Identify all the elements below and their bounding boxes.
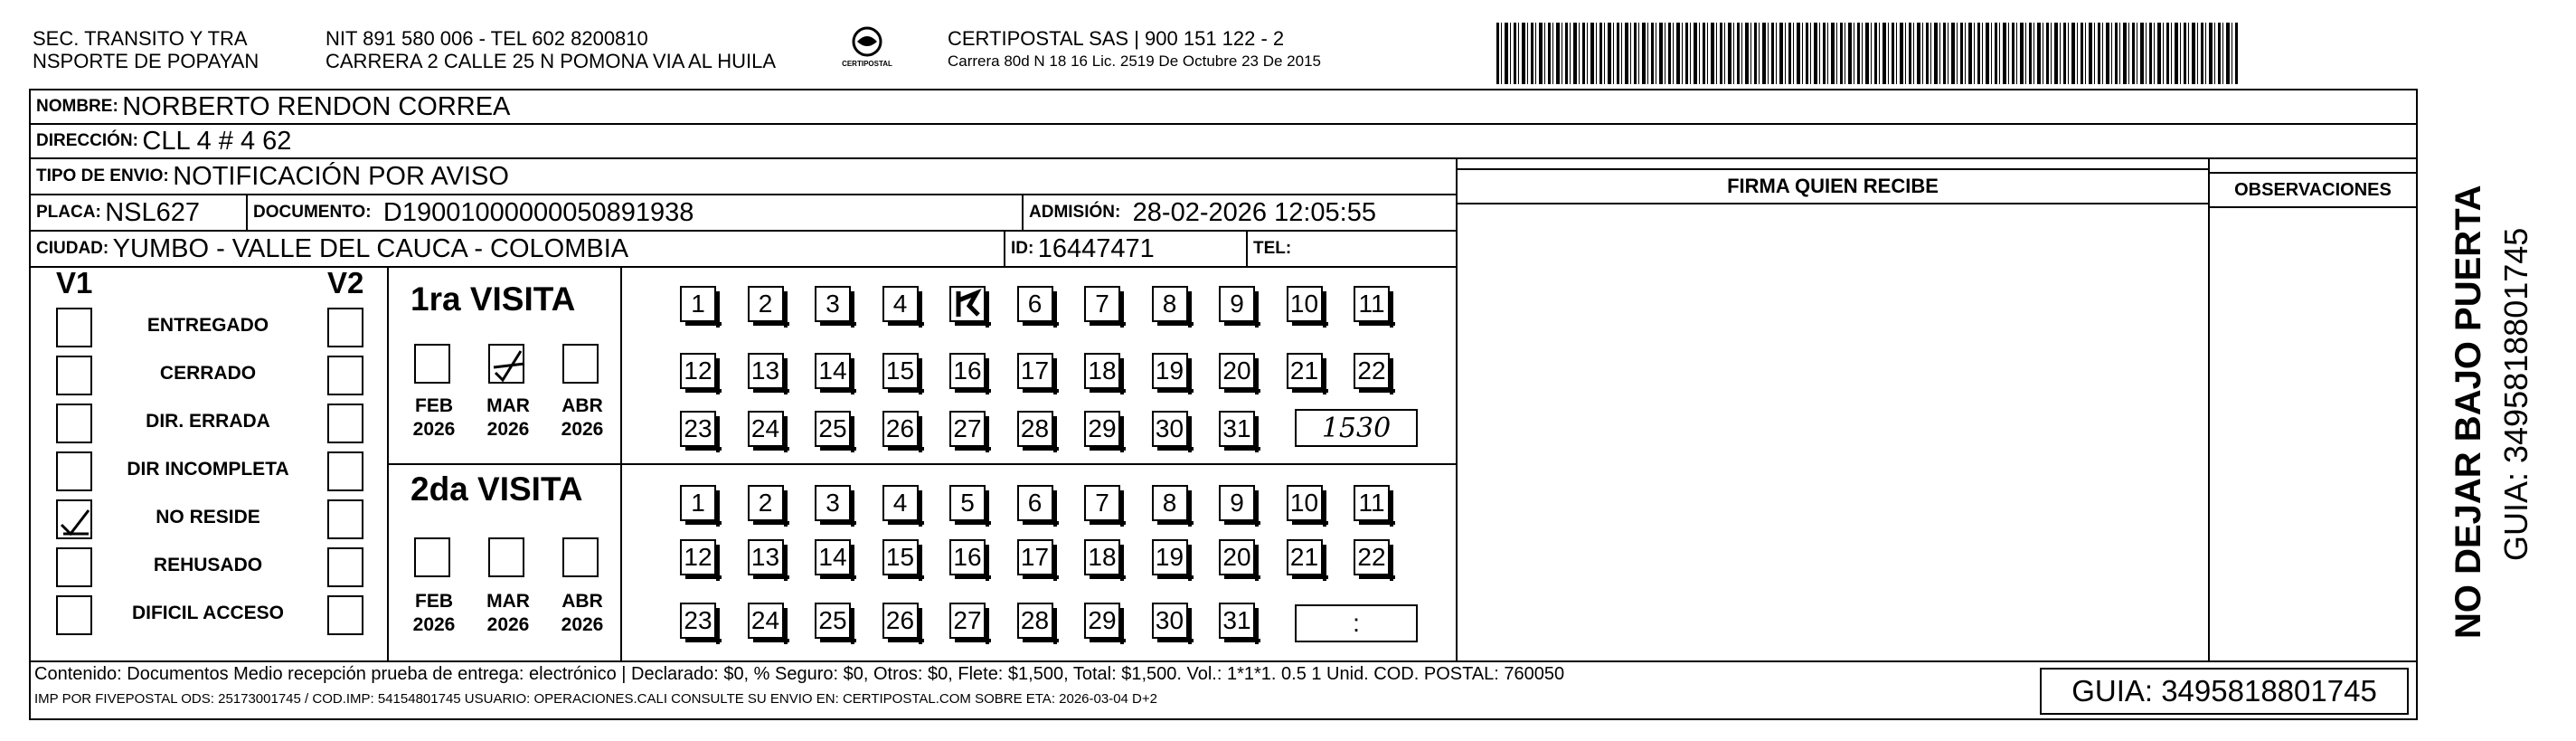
visit2-day-box[interactable] [680,603,716,639]
visit2-day-box[interactable] [1219,485,1255,521]
visit1-day-box[interactable] [680,411,716,447]
visit2-day-box[interactable] [1017,539,1053,575]
day-number: 21 [1289,356,1319,385]
admision-label: ADMISIÓN: [1029,203,1121,222]
visit-row-divider [387,463,1458,465]
sender-org-line1: SEC. TRANSITO Y TRA [33,27,248,50]
side-guia [2497,228,2535,561]
month-year: 2026 [486,614,530,635]
day-number: 28 [1020,414,1050,442]
v2-checkbox[interactable] [327,308,363,347]
visit1-day-box[interactable] [882,353,919,389]
status-option-label: REHUSADO [153,555,263,575]
id-cell [1004,230,1248,268]
day-number: 17 [1020,543,1050,571]
day-number: 8 [1162,290,1177,318]
tipo-label: TIPO DE ENVIO: [36,166,169,185]
v1-checkbox[interactable] [56,356,92,395]
visit2-day-box[interactable] [748,603,784,639]
courier-name: CERTIPOSTAL SAS | 900 151 122 - 2 [948,27,1285,50]
status-option-label: DIR INCOMPLETA [127,459,289,480]
day-marked-icon [951,288,984,320]
day-number: 8 [1162,489,1177,517]
sender-nit: NIT 891 580 006 - TEL 602 8200810 [326,27,648,50]
day-number: 26 [885,606,915,634]
visit1-day-box[interactable] [748,411,784,447]
visit1-day-box[interactable] [1084,411,1120,447]
visit2-day-box[interactable] [882,539,919,575]
visit1-time: 1530 [1321,412,1392,444]
visit1-day-box[interactable] [949,411,986,447]
day-number: 15 [885,543,915,571]
day-number: 6 [1027,290,1043,318]
visit2-day-box[interactable] [1017,603,1053,639]
visit2-day-box[interactable] [1219,603,1255,639]
firma-header [1456,168,2210,204]
day-number: 27 [953,414,982,442]
day-number: 18 [1088,356,1117,385]
ciudad-cell [29,230,1005,268]
day-number: 24 [750,606,780,634]
documento-cell [246,194,1024,232]
visit2-time: : [1353,609,1360,637]
visit1-day-box[interactable] [1219,411,1255,447]
handwritten-check-icon [58,501,94,541]
visit1-day-box[interactable] [1017,411,1053,447]
day-number: 4 [892,489,908,517]
v1-checkbox[interactable] [56,547,92,587]
visit1-day-box[interactable] [680,286,716,322]
visit2-day-box[interactable] [1287,485,1323,521]
visit1-month-checkbox[interactable] [414,344,450,384]
day-number: 13 [750,356,780,385]
certipostal-logo-icon [830,22,904,76]
day-number: 18 [1088,543,1117,571]
visit2-day-box[interactable] [680,485,716,521]
observaciones-header-label: OBSERVACIONES [2234,179,2392,200]
footer-imp: IMP POR FIVEPOSTAL ODS: 25173001745 / COD.IMP: 54154801745 USUARIO: OPERACIONES.CALI CONSULTE SU ENVIO EN: CERTIPOSTAL.COM SOBRE ETA: 2026-03-04 D+2 [34,691,1157,707]
visit1-day-box[interactable] [1287,286,1323,322]
firma-header-label: FIRMA QUIEN RECIBE [1727,175,1939,197]
visit2-day-box[interactable] [949,485,986,521]
ciudad-label: CIUDAD: [36,239,109,258]
side-guia-text: GUIA: 3495818801745 [2497,227,2534,561]
visit2-day-box[interactable] [1287,539,1323,575]
visit2-month-checkbox[interactable] [414,537,450,577]
v1-label: V1 [56,266,93,299]
day-number: 16 [953,356,982,385]
side-warning-text: NO DEJAR BAJO PUERTA [2449,185,2488,639]
day-number: 7 [1095,489,1109,517]
placa-cell [29,194,248,232]
visit1-day-box[interactable] [1152,286,1188,322]
visit2-day-box[interactable] [815,539,851,575]
day-number: 19 [1155,356,1184,385]
visit2-day-box[interactable] [1152,485,1188,521]
v2-checkbox[interactable] [327,404,363,443]
visit1-day-box[interactable] [1084,286,1120,322]
day-number: 12 [684,356,712,385]
firma-area[interactable] [1456,157,2210,662]
visit2-day-box[interactable] [815,603,851,639]
visit1-day-box[interactable] [1084,353,1120,389]
day-number: 10 [1289,290,1319,318]
visit1-month-checkbox[interactable] [488,344,524,384]
v2-checkbox[interactable] [327,451,363,491]
visit2-day-box[interactable] [882,485,919,521]
visit2-day-box[interactable] [1219,539,1255,575]
visit1-month-checkbox[interactable] [562,344,599,384]
v2-label: V2 [327,266,364,299]
day-number: 9 [1230,290,1244,318]
visit1-day-box[interactable] [748,353,784,389]
day-number: 3 [826,290,840,318]
side-warning [2449,185,2489,639]
status-option-label: DIR. ERRADA [146,411,270,432]
visit2-day-box[interactable] [748,539,784,575]
visit2-day-box[interactable] [1152,539,1188,575]
day-number: 25 [818,414,847,442]
visit2-month-checkbox[interactable] [488,537,524,577]
sender-address: CARRERA 2 CALLE 25 N POMONA VIA AL HUILA [326,50,777,72]
visit2-time-box[interactable] [1295,604,1418,642]
id-value: 16447471 [1037,233,1155,263]
courier-logo-text: CERTIPOSTAL [842,60,892,68]
day-number: 28 [1020,606,1050,634]
visit1-day-box[interactable] [1287,353,1323,389]
documento-label: DOCUMENTO: [253,203,372,222]
visit2-day-box[interactable] [680,539,716,575]
day-number: 1 [691,489,705,517]
v1-checkbox[interactable] [56,451,92,491]
visit1-day-box[interactable] [748,286,784,322]
placa-label: PLACA: [36,203,101,222]
visit1-day-box[interactable] [815,286,851,322]
visit2-month-label [407,590,461,637]
day-number: 11 [1358,290,1385,318]
visit2-day-box[interactable] [815,485,851,521]
day-number: 22 [1357,543,1386,571]
month-year: 2026 [486,419,530,440]
documento-value: D19001000000050891938 [382,197,694,227]
day-number: 31 [1222,606,1251,634]
visit1-month-label [555,394,609,442]
day-number: 2 [758,489,773,517]
month-name: ABR [561,591,603,612]
day-number: 16 [953,543,982,571]
nombre-label: NOMBRE: [36,97,118,116]
visit1-day-box[interactable] [1017,353,1053,389]
month-name: FEB [415,591,453,612]
day-number: 6 [1027,489,1043,517]
day-number: 2 [758,290,773,318]
day-number: 20 [1222,356,1251,385]
day-number: 9 [1230,489,1244,517]
tipo-row [29,157,1458,195]
visit1-day-box[interactable] [882,286,919,322]
day-number: 17 [1020,356,1050,385]
visit1-day-box[interactable] [949,286,986,322]
month-year: 2026 [561,419,604,440]
observaciones-header [2208,172,2418,208]
visit2-month-label [481,590,535,637]
direccion-value: CLL 4 # 4 62 [142,126,292,156]
visit1-day-box[interactable] [1152,411,1188,447]
sender-org [33,27,259,72]
day-number: 5 [960,489,975,517]
day-number: 10 [1289,489,1319,517]
visit1-day-box[interactable] [949,353,986,389]
visit2-title: 2da VISITA [410,470,583,508]
observaciones-area[interactable] [2208,157,2418,662]
visit1-day-box[interactable] [815,411,851,447]
v1-checkbox[interactable] [56,308,92,347]
tipo-value: NOTIFICACIÓN POR AVISO [173,161,509,191]
v2-checkbox[interactable] [327,356,363,395]
day-number: 24 [750,414,780,442]
visit2-month-checkbox[interactable] [562,537,599,577]
day-number: 26 [885,414,915,442]
day-number: 23 [684,606,712,634]
v2-checkbox[interactable] [327,499,363,539]
footer-content: Contenido: Documentos Medio recepción prueba de entrega: electrónico | Declarado: $0, % Seguro: $0, Otros: $0, Flete: $1,500, Total: $1,500. Vol.: 1*1*1. 0.5 1 Unid. COD. POSTAL: 760050 [34,664,1565,684]
day-number: 4 [892,290,908,318]
v2-checkbox[interactable] [327,547,363,587]
day-number: 11 [1358,489,1385,517]
visit1-day-box[interactable] [1354,353,1390,389]
visit1-title: 1ra VISITA [410,280,576,318]
day-number: 23 [684,414,712,442]
visit2-day-box[interactable] [1354,539,1390,575]
courier-license: Carrera 80d N 18 16 Lic. 2519 De Octubre 23 De 2015 [948,52,1321,70]
status-option-label: ENTREGADO [146,315,269,336]
visit1-day-box[interactable] [882,411,919,447]
visit1-month-label [481,394,535,442]
tel-cell [1246,230,1458,268]
courier-info [948,27,1321,72]
visit2-day-box[interactable] [1084,485,1120,521]
visit1-day-box[interactable] [1017,286,1053,322]
day-number: 30 [1155,606,1184,634]
month-name: MAR [486,591,530,612]
visit1-day-box[interactable] [1219,286,1255,322]
day-number: 3 [826,489,840,517]
day-number: 20 [1222,543,1251,571]
tel-label: TEL: [1253,239,1292,258]
visit2-day-box[interactable] [949,539,986,575]
day-number: 15 [885,356,915,385]
visit1-day-box[interactable] [1152,353,1188,389]
barcode [1496,23,2238,84]
visit2-day-box[interactable] [1084,603,1120,639]
direccion-label: DIRECCIÓN: [36,131,138,150]
v1-checkbox[interactable] [56,499,92,539]
day-number: 12 [684,543,712,571]
placa-value: NSL627 [105,197,201,227]
day-number: 19 [1155,543,1184,571]
visit1-day-box[interactable] [1219,353,1255,389]
day-number: 31 [1222,414,1251,442]
sender-contact [326,27,776,72]
visit2-day-box[interactable] [748,485,784,521]
admision-cell [1022,194,1458,232]
day-number: 1 [691,290,705,318]
v1-checkbox[interactable] [56,404,92,443]
id-label: ID: [1011,239,1034,258]
nombre-row [29,89,2418,125]
ciudad-value: YUMBO - VALLE DEL CAUCA - COLOMBIA [112,233,629,263]
sender-org-line2: NSPORTE DE POPAYAN [33,50,259,72]
v1-checkbox[interactable] [56,595,92,635]
day-number: 22 [1357,356,1386,385]
month-name: MAR [486,395,530,416]
visit1-day-box[interactable] [1354,286,1390,322]
nombre-value: NORBERTO RENDON CORREA [122,91,511,121]
handwritten-check-icon [490,346,526,385]
visit1-day-box[interactable] [815,353,851,389]
visit2-day-box[interactable] [1354,485,1390,521]
month-year: 2026 [412,614,456,635]
month-name: ABR [561,395,603,416]
month-year: 2026 [412,419,456,440]
day-number: 14 [818,356,847,385]
day-number: 14 [818,543,847,571]
footer-guia-cell [2040,668,2409,715]
day-number: 13 [750,543,780,571]
status-option-label: CERRADO [159,363,257,384]
visit2-day-box[interactable] [1017,485,1053,521]
v2-checkbox[interactable] [327,595,363,635]
month-year: 2026 [561,614,604,635]
footer-guia: GUIA: 3495818801745 [2071,674,2377,708]
visit2-day-box[interactable] [1152,603,1188,639]
visit2-day-box[interactable] [882,603,919,639]
day-number: 30 [1155,414,1184,442]
month-name: FEB [415,395,453,416]
visit1-time-box[interactable] [1295,409,1418,447]
day-number: 7 [1095,290,1109,318]
direccion-row [29,123,2418,159]
day-number: 29 [1088,414,1117,442]
visit2-day-box[interactable] [1084,539,1120,575]
courier-logo [830,22,904,76]
day-number: 27 [953,606,982,634]
admision-value: 28-02-2026 12:05:55 [1132,197,1376,227]
status-option-label: DIFICIL ACCESO [131,603,284,623]
visit2-month-label [555,590,609,637]
day-number: 21 [1289,543,1319,571]
visit1-month-label [407,394,461,442]
visit1-day-box[interactable] [680,353,716,389]
day-number: 25 [818,606,847,634]
status-option-label: NO RESIDE [156,507,260,527]
day-number: 29 [1088,606,1117,634]
visit2-day-box[interactable] [949,603,986,639]
